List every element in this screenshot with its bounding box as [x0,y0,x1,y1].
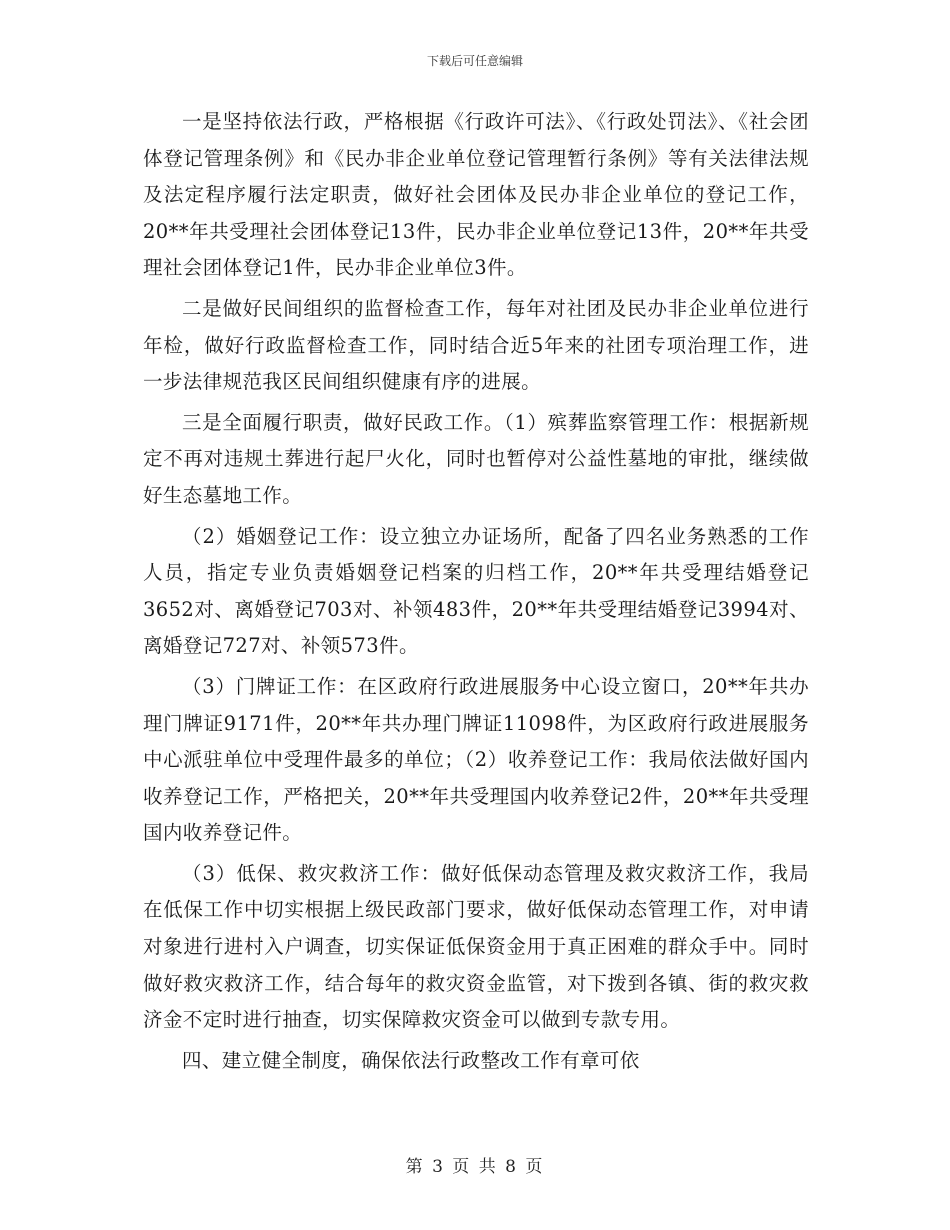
header-note: 下载后可任意编辑 [426,54,523,68]
section-heading-4: 四、建立健全制度，确保依法行政整改工作有章可依 [182,1048,640,1072]
document-body [143,104,809,1079]
paragraph-1: 一是坚持依法行政，严格根据《行政许可法》、《行政处罚法》、《社会团体登记管理条例》和《民办非企业单位登记管理暂行条例》等有关法律法规及法定程序履行法定职责，做好社会团体及民办非企业单位的登记工作，20**年共受理社会团体登记13件，民办非企业单位登记13件，20**年共受理社会团体登记1件，民办非企业单位3件。 [143,110,809,280]
paragraph-6: （3）低保、救灾救济工作：做好低保动态管理及救灾救济工作，我局在低保工作中切实根据上级民政部门要求，做好低保动态管理工作，对申请对象进行进村入户调查，切实保证低保资金用于真正困难的群众手中。同时做好救灾救济工作，结合每年的救灾资金监管，对下拨到各镇、街的救灾救济金不定时进行抽查，切实保障救灾资金可以做到专款专用。 [143,861,809,1032]
page-number: 第 3 页 共 8 页 [405,1157,545,1177]
paragraph-5: （3）门牌证工作：在区政府行政进展服务中心设立窗口，20**年共办理门牌证9171件，20**年共办理门牌证11098件，为区政府行政进展服务中心派驻单位中受理件最多的单位；（2）收养登记工作：我局依法做好国内收养登记工作，严格把关，20**年共受理国内收养登记2件，20**年共受理国内收养登记件。 [143,674,809,845]
paragraph-4: （2）婚姻登记工作：设立独立办证场所，配备了四名业务熟悉的工作人员，指定专业负责婚姻登记档案的归档工作，20**年共受理结婚登记3652对、离婚登记703对、补领483件，20**年共受理结婚登记3994对、离婚登记727对、补领573件。 [143,524,809,658]
paragraph-3: 三是全面履行职责，做好民政工作。（1）殡葬监察管理工作：根据新规定不再对违规土葬进行起尸火化，同时也暂停对公益性墓地的审批，继续做好生态墓地工作。 [143,410,809,507]
paragraph-2: 二是做好民间组织的监督检查工作，每年对社团及民办非企业单位进行年检，做好行政监督检查工作，同时结合近5年来的社团专项治理工作，进一步法律规范我区民间组织健康有序的进展。 [143,296,809,394]
